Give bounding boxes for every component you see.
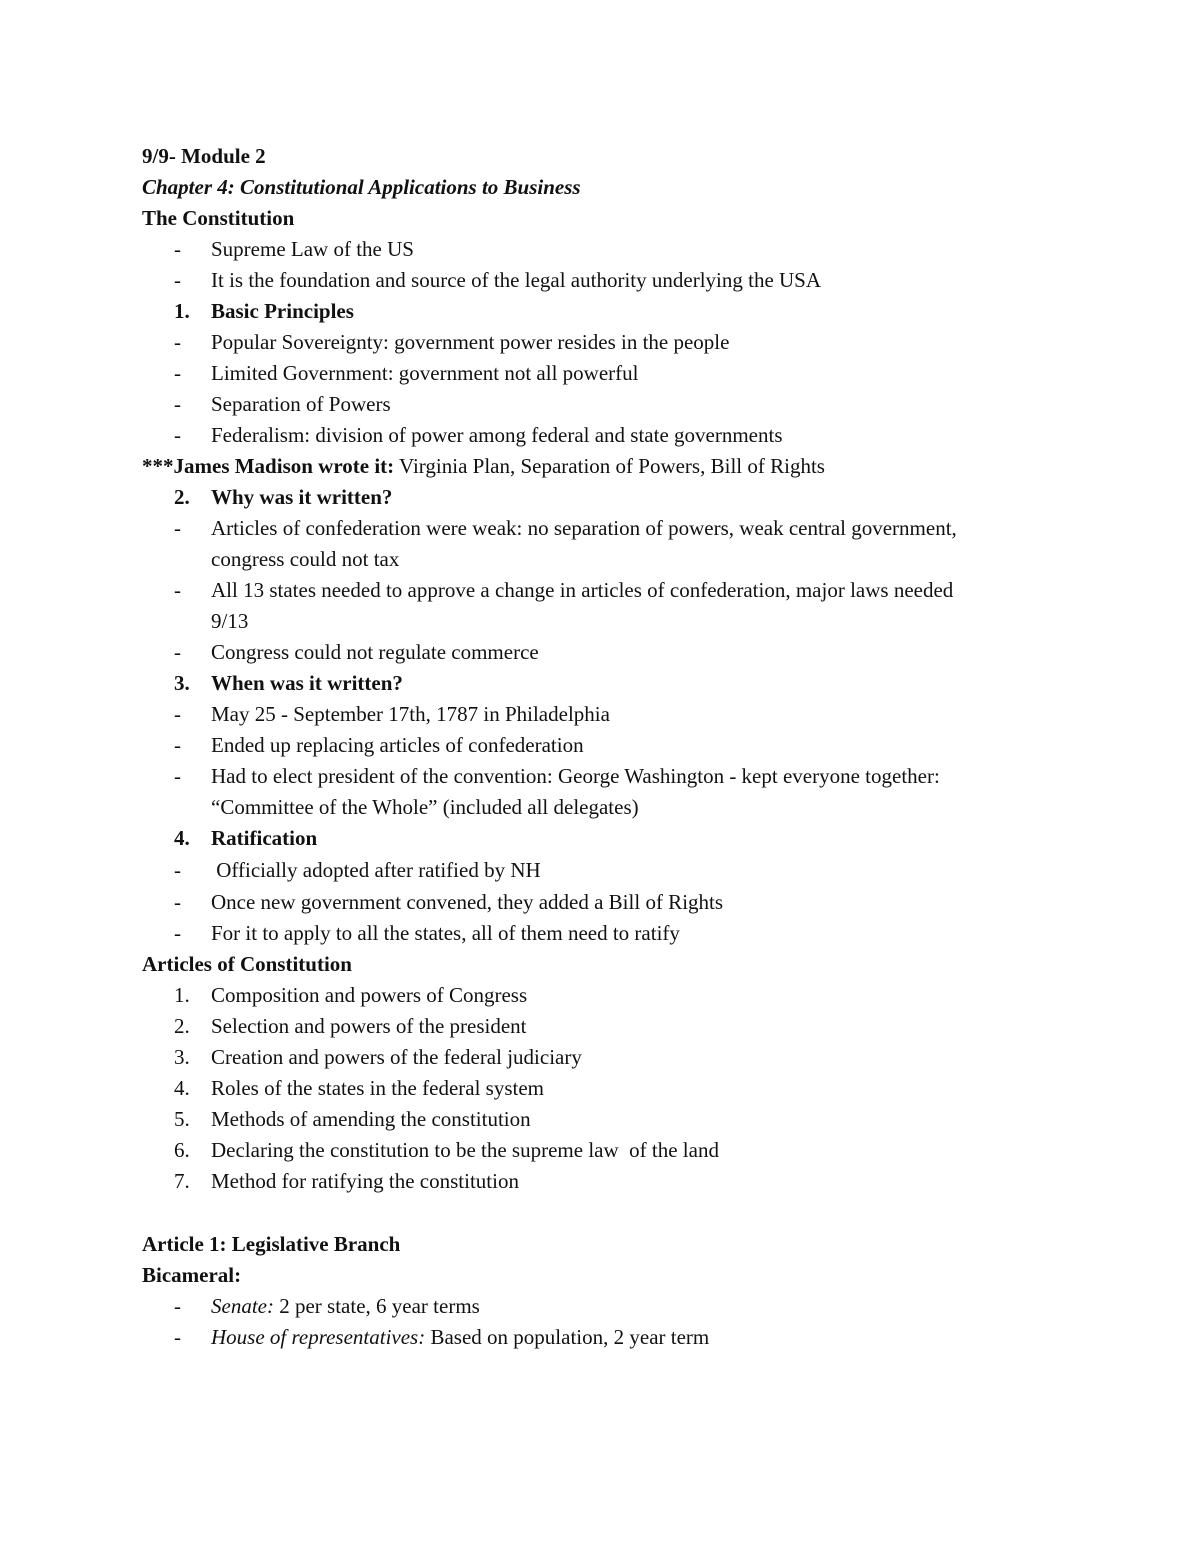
bullet-marker: - xyxy=(174,423,181,447)
list-item xyxy=(211,1322,709,1353)
madison-note-label: ***James Madison wrote it: xyxy=(142,454,395,478)
list-item: Articles of confederation were weak: no separation of powers, weak central government, xyxy=(211,516,957,540)
bullet-marker: - xyxy=(174,858,181,882)
bullet-marker: - xyxy=(174,1325,181,1349)
section-number: 2. xyxy=(174,485,190,509)
bullet-marker: - xyxy=(174,921,181,945)
subsection-heading: Basic Principles xyxy=(211,299,354,323)
subsection-heading: Why was it written? xyxy=(211,485,393,509)
list-item: Selection and powers of the president xyxy=(211,1014,527,1038)
list-item: For it to apply to all the states, all of them need to ratify xyxy=(211,921,680,945)
bullet-marker: - xyxy=(174,361,181,385)
list-item: Had to elect president of the convention: George Washington - kept everyone together: xyxy=(211,764,940,788)
date-module-heading: 9/9- Module 2 xyxy=(142,144,266,168)
madison-note xyxy=(142,451,825,482)
chapter-title: Chapter 4: Constitutional Applications to Business xyxy=(142,175,581,199)
subsection-heading: Bicameral: xyxy=(142,1263,242,1287)
list-number: 4. xyxy=(174,1076,190,1100)
subsection-heading: Ratification xyxy=(211,826,318,850)
list-item: Ended up replacing articles of confederation xyxy=(211,733,584,757)
bullet-marker: - xyxy=(174,1294,181,1318)
bullet-marker: - xyxy=(174,764,181,788)
list-item: Limited Government: government not all powerful xyxy=(211,361,639,385)
section-number: 3. xyxy=(174,671,190,695)
bullet-marker: - xyxy=(174,516,181,540)
senate-label: Senate: xyxy=(211,1294,274,1318)
list-item: Method for ratifying the constitution xyxy=(211,1169,519,1193)
list-item: Separation of Powers xyxy=(211,392,391,416)
list-item: Creation and powers of the federal judiciary xyxy=(211,1045,582,1069)
list-item-continuation: 9/13 xyxy=(211,609,249,633)
section-heading: The Constitution xyxy=(142,206,295,230)
section-heading: Article 1: Legislative Branch xyxy=(142,1232,401,1256)
house-text: Based on population, 2 year term xyxy=(425,1325,710,1349)
list-item: Roles of the states in the federal system xyxy=(211,1076,544,1100)
list-number: 7. xyxy=(174,1169,190,1193)
list-item: Methods of amending the constitution xyxy=(211,1107,531,1131)
list-number: 5. xyxy=(174,1107,190,1131)
list-item: All 13 states needed to approve a change in articles of confederation, major laws needed xyxy=(211,578,954,602)
bullet-marker: - xyxy=(174,392,181,416)
house-label: House of representatives: xyxy=(211,1325,426,1349)
bullet-marker: - xyxy=(174,268,181,292)
subsection-heading: When was it written? xyxy=(211,671,403,695)
list-item: Officially adopted after ratified by NH xyxy=(211,858,541,882)
bullet-marker: - xyxy=(174,237,181,261)
section-heading: Articles of Constitution xyxy=(142,952,352,976)
list-item-continuation: congress could not tax xyxy=(211,547,400,571)
bullet-marker: - xyxy=(174,733,181,757)
madison-note-text: Virginia Plan, Separation of Powers, Bill of Rights xyxy=(394,454,825,478)
list-item: May 25 - September 17th, 1787 in Philadelphia xyxy=(211,702,610,726)
list-item: Congress could not regulate commerce xyxy=(211,640,539,664)
list-number: 3. xyxy=(174,1045,190,1069)
list-item: Declaring the constitution to be the supreme law of the land xyxy=(211,1138,719,1162)
list-item: Supreme Law of the US xyxy=(211,237,414,261)
bullet-marker: - xyxy=(174,330,181,354)
list-number: 1. xyxy=(174,983,190,1007)
bullet-marker: - xyxy=(174,578,181,602)
list-item xyxy=(211,1291,480,1322)
bullet-marker: - xyxy=(174,890,181,914)
senate-text: 2 per state, 6 year terms xyxy=(273,1294,480,1318)
list-item: Composition and powers of Congress xyxy=(211,983,528,1007)
bullet-marker: - xyxy=(174,702,181,726)
bullet-marker: - xyxy=(174,640,181,664)
section-number: 1. xyxy=(174,299,190,323)
list-item: Federalism: division of power among federal and state governments xyxy=(211,423,783,447)
list-number: 6. xyxy=(174,1138,190,1162)
list-item-continuation: “Committee of the Whole” (included all delegates) xyxy=(211,795,639,819)
section-number: 4. xyxy=(174,826,190,850)
list-item: Popular Sovereignty: government power resides in the people xyxy=(211,330,730,354)
list-number: 2. xyxy=(174,1014,190,1038)
list-item: Once new government convened, they added a Bill of Rights xyxy=(211,890,724,914)
list-item: It is the foundation and source of the legal authority underlying the USA xyxy=(211,268,822,292)
